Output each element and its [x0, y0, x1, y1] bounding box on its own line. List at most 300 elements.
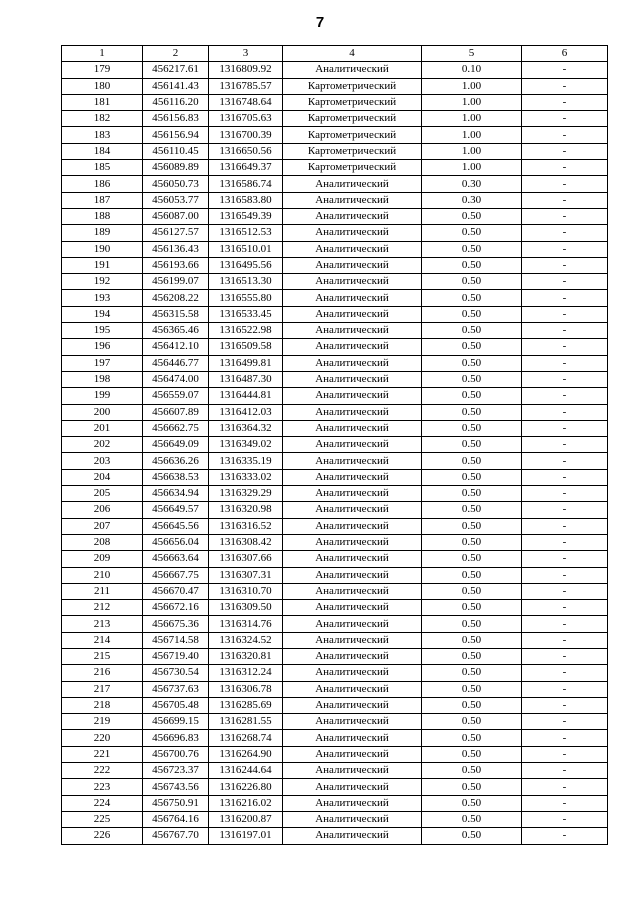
description-cell: - — [522, 681, 608, 697]
point-number-cell: 211 — [62, 583, 143, 599]
method-cell: Аналитический — [283, 583, 422, 599]
accuracy-cell: 1.00 — [422, 160, 522, 176]
method-cell: Аналитический — [283, 665, 422, 681]
x-coordinate-cell: 456315.58 — [143, 306, 209, 322]
x-coordinate-cell: 456723.37 — [143, 763, 209, 779]
y-coordinate-cell: 1316510.01 — [209, 241, 283, 257]
y-coordinate-cell: 1316285.69 — [209, 697, 283, 713]
description-cell: - — [522, 600, 608, 616]
column-header-4: 4 — [283, 46, 422, 62]
table-row — [62, 828, 608, 844]
x-coordinate-cell: 456764.16 — [143, 811, 209, 827]
description-cell: - — [522, 746, 608, 762]
x-coordinate-cell: 456636.26 — [143, 453, 209, 469]
table-row — [62, 127, 608, 143]
table-row — [62, 600, 608, 616]
y-coordinate-cell: 1316705.63 — [209, 111, 283, 127]
description-cell: - — [522, 143, 608, 159]
table-header-row — [62, 46, 608, 62]
y-coordinate-cell: 1316499.81 — [209, 355, 283, 371]
y-coordinate-cell: 1316364.32 — [209, 420, 283, 436]
table-row — [62, 551, 608, 567]
table-row — [62, 486, 608, 502]
accuracy-cell: 0.50 — [422, 665, 522, 681]
table-row — [62, 746, 608, 762]
point-number-cell: 209 — [62, 551, 143, 567]
y-coordinate-cell: 1316309.50 — [209, 600, 283, 616]
accuracy-cell: 0.50 — [422, 534, 522, 550]
y-coordinate-cell: 1316200.87 — [209, 811, 283, 827]
table-row — [62, 697, 608, 713]
table-row — [62, 632, 608, 648]
x-coordinate-cell: 456667.75 — [143, 567, 209, 583]
description-cell: - — [522, 697, 608, 713]
accuracy-cell: 0.50 — [422, 518, 522, 534]
x-coordinate-cell: 456719.40 — [143, 648, 209, 664]
table-row — [62, 616, 608, 632]
point-number-cell: 187 — [62, 192, 143, 208]
table-row — [62, 681, 608, 697]
table-row — [62, 290, 608, 306]
table-body — [62, 62, 608, 844]
description-cell: - — [522, 665, 608, 681]
accuracy-cell: 1.00 — [422, 143, 522, 159]
description-cell: - — [522, 632, 608, 648]
x-coordinate-cell: 456705.48 — [143, 697, 209, 713]
table-row — [62, 306, 608, 322]
description-cell: - — [522, 290, 608, 306]
table-row — [62, 355, 608, 371]
method-cell: Аналитический — [283, 176, 422, 192]
method-cell: Аналитический — [283, 62, 422, 78]
x-coordinate-cell: 456110.45 — [143, 143, 209, 159]
y-coordinate-cell: 1316349.02 — [209, 437, 283, 453]
point-number-cell: 216 — [62, 665, 143, 681]
accuracy-cell: 0.50 — [422, 551, 522, 567]
x-coordinate-cell: 456156.94 — [143, 127, 209, 143]
point-number-cell: 199 — [62, 388, 143, 404]
x-coordinate-cell: 456217.61 — [143, 62, 209, 78]
table-row — [62, 241, 608, 257]
method-cell: Аналитический — [283, 257, 422, 273]
table-row — [62, 518, 608, 534]
method-cell: Аналитический — [283, 714, 422, 730]
method-cell: Аналитический — [283, 534, 422, 550]
y-coordinate-cell: 1316533.45 — [209, 306, 283, 322]
description-cell: - — [522, 62, 608, 78]
point-number-cell: 182 — [62, 111, 143, 127]
accuracy-cell: 0.50 — [422, 371, 522, 387]
method-cell: Аналитический — [283, 355, 422, 371]
accuracy-cell: 0.30 — [422, 176, 522, 192]
x-coordinate-cell: 456193.66 — [143, 257, 209, 273]
table-row — [62, 388, 608, 404]
description-cell: - — [522, 763, 608, 779]
point-number-cell: 188 — [62, 208, 143, 224]
x-coordinate-cell: 456750.91 — [143, 795, 209, 811]
point-number-cell: 226 — [62, 828, 143, 844]
accuracy-cell: 1.00 — [422, 111, 522, 127]
accuracy-cell: 0.50 — [422, 208, 522, 224]
accuracy-cell: 0.50 — [422, 355, 522, 371]
x-coordinate-cell: 456446.77 — [143, 355, 209, 371]
accuracy-cell: 0.50 — [422, 453, 522, 469]
description-cell: - — [522, 241, 608, 257]
method-cell: Картометрический — [283, 160, 422, 176]
point-number-cell: 185 — [62, 160, 143, 176]
table-row — [62, 763, 608, 779]
method-cell: Аналитический — [283, 681, 422, 697]
point-number-cell: 179 — [62, 62, 143, 78]
point-number-cell: 212 — [62, 600, 143, 616]
description-cell: - — [522, 616, 608, 632]
y-coordinate-cell: 1316316.52 — [209, 518, 283, 534]
accuracy-cell: 0.50 — [422, 779, 522, 795]
y-coordinate-cell: 1316312.24 — [209, 665, 283, 681]
point-number-cell: 196 — [62, 339, 143, 355]
y-coordinate-cell: 1316264.90 — [209, 746, 283, 762]
x-coordinate-cell: 456730.54 — [143, 665, 209, 681]
accuracy-cell: 1.00 — [422, 94, 522, 110]
y-coordinate-cell: 1316307.31 — [209, 567, 283, 583]
accuracy-cell: 0.50 — [422, 697, 522, 713]
accuracy-cell: 0.50 — [422, 420, 522, 436]
method-cell: Аналитический — [283, 779, 422, 795]
point-number-cell: 210 — [62, 567, 143, 583]
method-cell: Аналитический — [283, 746, 422, 762]
x-coordinate-cell: 456559.07 — [143, 388, 209, 404]
point-number-cell: 180 — [62, 78, 143, 94]
description-cell: - — [522, 502, 608, 518]
method-cell: Аналитический — [283, 648, 422, 664]
y-coordinate-cell: 1316324.52 — [209, 632, 283, 648]
accuracy-cell: 0.50 — [422, 746, 522, 762]
y-coordinate-cell: 1316487.30 — [209, 371, 283, 387]
table-row — [62, 208, 608, 224]
point-number-cell: 215 — [62, 648, 143, 664]
x-coordinate-cell: 456649.09 — [143, 437, 209, 453]
point-number-cell: 223 — [62, 779, 143, 795]
description-cell: - — [522, 404, 608, 420]
description-cell: - — [522, 453, 608, 469]
description-cell: - — [522, 388, 608, 404]
point-number-cell: 194 — [62, 306, 143, 322]
method-cell: Картометрический — [283, 143, 422, 159]
y-coordinate-cell: 1316412.03 — [209, 404, 283, 420]
point-number-cell: 203 — [62, 453, 143, 469]
method-cell: Аналитический — [283, 502, 422, 518]
description-cell: - — [522, 795, 608, 811]
point-number-cell: 202 — [62, 437, 143, 453]
description-cell: - — [522, 714, 608, 730]
method-cell: Аналитический — [283, 306, 422, 322]
accuracy-cell: 0.50 — [422, 616, 522, 632]
description-cell: - — [522, 648, 608, 664]
table-row — [62, 160, 608, 176]
accuracy-cell: 0.50 — [422, 828, 522, 844]
y-coordinate-cell: 1316335.19 — [209, 453, 283, 469]
point-number-cell: 204 — [62, 469, 143, 485]
point-number-cell: 220 — [62, 730, 143, 746]
description-cell: - — [522, 274, 608, 290]
method-cell: Аналитический — [283, 208, 422, 224]
y-coordinate-cell: 1316512.53 — [209, 225, 283, 241]
accuracy-cell: 0.50 — [422, 388, 522, 404]
method-cell: Аналитический — [283, 828, 422, 844]
x-coordinate-cell: 456127.57 — [143, 225, 209, 241]
column-header-6: 6 — [522, 46, 608, 62]
accuracy-cell: 0.50 — [422, 323, 522, 339]
accuracy-cell: 0.50 — [422, 257, 522, 273]
description-cell: - — [522, 94, 608, 110]
table-row — [62, 811, 608, 827]
x-coordinate-cell: 456672.16 — [143, 600, 209, 616]
y-coordinate-cell: 1316513.30 — [209, 274, 283, 290]
table-row — [62, 274, 608, 290]
y-coordinate-cell: 1316197.01 — [209, 828, 283, 844]
method-cell: Аналитический — [283, 274, 422, 290]
method-cell: Аналитический — [283, 192, 422, 208]
point-number-cell: 224 — [62, 795, 143, 811]
y-coordinate-cell: 1316555.80 — [209, 290, 283, 306]
accuracy-cell: 0.50 — [422, 811, 522, 827]
y-coordinate-cell: 1316216.02 — [209, 795, 283, 811]
method-cell: Аналитический — [283, 600, 422, 616]
x-coordinate-cell: 456087.00 — [143, 208, 209, 224]
accuracy-cell: 1.00 — [422, 78, 522, 94]
accuracy-cell: 0.50 — [422, 225, 522, 241]
x-coordinate-cell: 456136.43 — [143, 241, 209, 257]
point-number-cell: 195 — [62, 323, 143, 339]
description-cell: - — [522, 469, 608, 485]
accuracy-cell: 0.50 — [422, 681, 522, 697]
y-coordinate-cell: 1316320.98 — [209, 502, 283, 518]
point-number-cell: 184 — [62, 143, 143, 159]
method-cell: Аналитический — [283, 339, 422, 355]
accuracy-cell: 0.50 — [422, 502, 522, 518]
column-header-1: 1 — [62, 46, 143, 62]
table-row — [62, 730, 608, 746]
x-coordinate-cell: 456116.20 — [143, 94, 209, 110]
y-coordinate-cell: 1316306.78 — [209, 681, 283, 697]
method-cell: Аналитический — [283, 730, 422, 746]
point-number-cell: 192 — [62, 274, 143, 290]
description-cell: - — [522, 111, 608, 127]
table-row — [62, 143, 608, 159]
x-coordinate-cell: 456199.07 — [143, 274, 209, 290]
y-coordinate-cell: 1316583.80 — [209, 192, 283, 208]
point-number-cell: 198 — [62, 371, 143, 387]
y-coordinate-cell: 1316307.66 — [209, 551, 283, 567]
table-row — [62, 567, 608, 583]
point-number-cell: 191 — [62, 257, 143, 273]
point-number-cell: 222 — [62, 763, 143, 779]
y-coordinate-cell: 1316809.92 — [209, 62, 283, 78]
y-coordinate-cell: 1316310.70 — [209, 583, 283, 599]
description-cell: - — [522, 323, 608, 339]
point-number-cell: 219 — [62, 714, 143, 730]
description-cell: - — [522, 306, 608, 322]
method-cell: Аналитический — [283, 795, 422, 811]
x-coordinate-cell: 456638.53 — [143, 469, 209, 485]
x-coordinate-cell: 456141.43 — [143, 78, 209, 94]
table-row — [62, 371, 608, 387]
description-cell: - — [522, 567, 608, 583]
method-cell: Аналитический — [283, 290, 422, 306]
table-row — [62, 453, 608, 469]
table-row — [62, 62, 608, 78]
description-cell: - — [522, 355, 608, 371]
x-coordinate-cell: 456700.76 — [143, 746, 209, 762]
accuracy-cell: 0.50 — [422, 795, 522, 811]
description-cell: - — [522, 339, 608, 355]
method-cell: Аналитический — [283, 371, 422, 387]
point-number-cell: 225 — [62, 811, 143, 827]
accuracy-cell: 0.50 — [422, 632, 522, 648]
y-coordinate-cell: 1316549.39 — [209, 208, 283, 224]
point-number-cell: 197 — [62, 355, 143, 371]
description-cell: - — [522, 160, 608, 176]
method-cell: Аналитический — [283, 437, 422, 453]
x-coordinate-cell: 456670.47 — [143, 583, 209, 599]
y-coordinate-cell: 1316281.55 — [209, 714, 283, 730]
description-cell: - — [522, 534, 608, 550]
method-cell: Аналитический — [283, 616, 422, 632]
description-cell: - — [522, 779, 608, 795]
table-row — [62, 502, 608, 518]
method-cell: Аналитический — [283, 323, 422, 339]
x-coordinate-cell: 456156.83 — [143, 111, 209, 127]
table-row — [62, 714, 608, 730]
x-coordinate-cell: 456714.58 — [143, 632, 209, 648]
x-coordinate-cell: 456649.57 — [143, 502, 209, 518]
description-cell: - — [522, 518, 608, 534]
table-row — [62, 795, 608, 811]
table-row — [62, 534, 608, 550]
y-coordinate-cell: 1316649.37 — [209, 160, 283, 176]
method-cell: Аналитический — [283, 518, 422, 534]
table-row — [62, 323, 608, 339]
point-number-cell: 189 — [62, 225, 143, 241]
point-number-cell: 190 — [62, 241, 143, 257]
point-number-cell: 207 — [62, 518, 143, 534]
table-row — [62, 779, 608, 795]
method-cell: Аналитический — [283, 763, 422, 779]
point-number-cell: 193 — [62, 290, 143, 306]
accuracy-cell: 0.50 — [422, 763, 522, 779]
point-number-cell: 218 — [62, 697, 143, 713]
column-header-2: 2 — [143, 46, 209, 62]
x-coordinate-cell: 456675.36 — [143, 616, 209, 632]
table-row — [62, 192, 608, 208]
accuracy-cell: 1.00 — [422, 127, 522, 143]
accuracy-cell: 0.50 — [422, 404, 522, 420]
x-coordinate-cell: 456767.70 — [143, 828, 209, 844]
accuracy-cell: 0.50 — [422, 486, 522, 502]
point-number-cell: 186 — [62, 176, 143, 192]
y-coordinate-cell: 1316320.81 — [209, 648, 283, 664]
y-coordinate-cell: 1316495.56 — [209, 257, 283, 273]
x-coordinate-cell: 456208.22 — [143, 290, 209, 306]
description-cell: - — [522, 371, 608, 387]
x-coordinate-cell: 456607.89 — [143, 404, 209, 420]
method-cell: Картометрический — [283, 127, 422, 143]
method-cell: Аналитический — [283, 486, 422, 502]
accuracy-cell: 0.50 — [422, 730, 522, 746]
description-cell: - — [522, 828, 608, 844]
table-row — [62, 94, 608, 110]
x-coordinate-cell: 456474.00 — [143, 371, 209, 387]
method-cell: Аналитический — [283, 404, 422, 420]
x-coordinate-cell: 456663.64 — [143, 551, 209, 567]
y-coordinate-cell: 1316522.98 — [209, 323, 283, 339]
table-row — [62, 665, 608, 681]
x-coordinate-cell: 456699.15 — [143, 714, 209, 730]
method-cell: Аналитический — [283, 453, 422, 469]
table-row — [62, 648, 608, 664]
method-cell: Аналитический — [283, 811, 422, 827]
y-coordinate-cell: 1316785.57 — [209, 78, 283, 94]
description-cell: - — [522, 437, 608, 453]
point-number-cell: 183 — [62, 127, 143, 143]
x-coordinate-cell: 456696.83 — [143, 730, 209, 746]
point-number-cell: 200 — [62, 404, 143, 420]
accuracy-cell: 0.50 — [422, 714, 522, 730]
description-cell: - — [522, 486, 608, 502]
accuracy-cell: 0.50 — [422, 583, 522, 599]
point-number-cell: 208 — [62, 534, 143, 550]
description-cell: - — [522, 811, 608, 827]
method-cell: Аналитический — [283, 632, 422, 648]
method-cell: Аналитический — [283, 697, 422, 713]
y-coordinate-cell: 1316333.02 — [209, 469, 283, 485]
y-coordinate-cell: 1316314.76 — [209, 616, 283, 632]
point-number-cell: 205 — [62, 486, 143, 502]
y-coordinate-cell: 1316244.64 — [209, 763, 283, 779]
accuracy-cell: 0.50 — [422, 339, 522, 355]
method-cell: Аналитический — [283, 225, 422, 241]
description-cell: - — [522, 583, 608, 599]
method-cell: Аналитический — [283, 551, 422, 567]
coordinates-table — [61, 45, 608, 845]
description-cell: - — [522, 78, 608, 94]
description-cell: - — [522, 192, 608, 208]
column-header-3: 3 — [209, 46, 283, 62]
x-coordinate-cell: 456050.73 — [143, 176, 209, 192]
y-coordinate-cell: 1316509.58 — [209, 339, 283, 355]
page-number: 7 — [315, 14, 325, 31]
x-coordinate-cell: 456743.56 — [143, 779, 209, 795]
x-coordinate-cell: 456634.94 — [143, 486, 209, 502]
accuracy-cell: 0.50 — [422, 648, 522, 664]
point-number-cell: 217 — [62, 681, 143, 697]
table-row — [62, 257, 608, 273]
accuracy-cell: 0.50 — [422, 274, 522, 290]
table-row — [62, 176, 608, 192]
column-header-5: 5 — [422, 46, 522, 62]
accuracy-cell: 0.10 — [422, 62, 522, 78]
x-coordinate-cell: 456645.56 — [143, 518, 209, 534]
y-coordinate-cell: 1316700.39 — [209, 127, 283, 143]
y-coordinate-cell: 1316308.42 — [209, 534, 283, 550]
method-cell: Аналитический — [283, 567, 422, 583]
x-coordinate-cell: 456662.75 — [143, 420, 209, 436]
x-coordinate-cell: 456656.04 — [143, 534, 209, 550]
accuracy-cell: 0.50 — [422, 437, 522, 453]
table-row — [62, 404, 608, 420]
method-cell: Аналитический — [283, 420, 422, 436]
table-row — [62, 583, 608, 599]
